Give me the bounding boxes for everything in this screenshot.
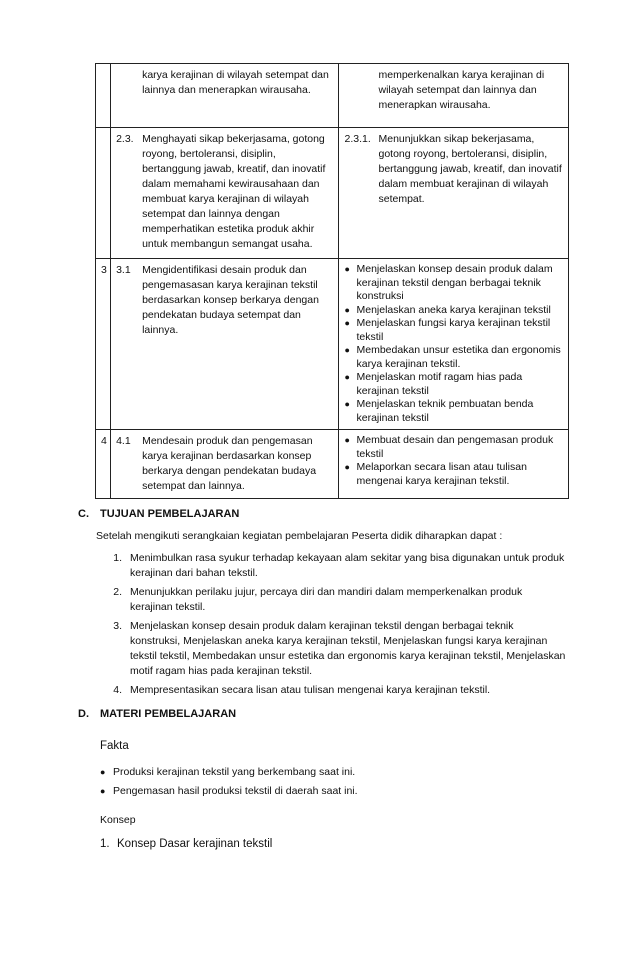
konsep-text: Konsep Dasar kerajinan tekstil <box>117 838 273 850</box>
bullet-icon: ● <box>344 462 350 472</box>
list-item <box>96 551 566 581</box>
list-item <box>344 461 563 488</box>
konsep-label: Konsep <box>100 814 136 826</box>
fakta-label: Fakta <box>100 740 129 752</box>
table-cell-kd <box>111 259 339 430</box>
list-number: 1. <box>113 552 122 564</box>
table-cell-indicator <box>339 259 569 430</box>
table-cell-indicator <box>339 430 569 499</box>
list-item <box>344 317 563 344</box>
indicator-text: Menjelaskan motif ragam hias pada kerajinan tekstil <box>356 371 523 397</box>
list-item <box>344 263 563 304</box>
fakta-text: Pengemasan hasil produksi tekstil di daerah saat ini. <box>113 785 358 797</box>
list-item <box>344 304 563 318</box>
section-intro: Setelah mengikuti serangkaian kegiatan pembelajaran Peserta didik diharapkan dapat : <box>96 530 503 542</box>
kd-text: Menghayati sikap bekerjasama, gotong royong, bertoleransi, disiplin, bertanggung jawab, kreatif, dan inovatif dalam memahami kewirausahaan dan membuat karya kerajinan di wilayah setempat dan lainnya dengan memperhatikan estetika produk akhir untuk membangun semangat usaha. <box>142 133 326 250</box>
list-number: 3. <box>113 620 122 632</box>
list-item <box>344 344 563 371</box>
goal-text: Menunjukkan perilaku jujur, percaya diri dan mandiri dalam memperkenalkan produk kerajinan tekstil. <box>130 586 523 613</box>
kd-indicator-table <box>95 63 569 499</box>
indicator-text: Menjelaskan aneka karya kerajinan tekstil <box>356 303 551 316</box>
konsep-item <box>100 838 272 850</box>
table-row <box>96 128 569 259</box>
bullet-icon: ● <box>344 304 350 315</box>
list-item <box>344 398 563 425</box>
section-heading <box>78 508 239 520</box>
bullet-icon: ● <box>100 786 106 796</box>
kd-text: Mendesain produk dan pengemasan karya kerajinan berdasarkan konsep berkarya dengan pendekatan budaya setempat dan lainnya. <box>142 435 317 492</box>
kd-text: karya kerajinan di wilayah setempat dan lainnya dan menerapkan wirausaha. <box>142 69 329 96</box>
list-item <box>100 784 560 799</box>
kd-text: Mengidentifikasi desain produk dan pengemasasan karya kerajinan tekstil berdasarkan konsep berkarya dengan pendekatan budaya setempat dan lainnya. <box>142 264 319 336</box>
list-item <box>344 434 563 461</box>
indicator-text: Membedakan unsur estetika dan ergonomis karya kerajinan tekstil. <box>356 344 561 370</box>
bullet-icon: ● <box>100 767 106 777</box>
list-item <box>96 585 566 615</box>
learning-goals-list <box>96 551 566 702</box>
table-cell-no <box>96 128 111 259</box>
indicator-text: Menjelaskan konsep desain produk dalam kerajinan tekstil dengan berbagai teknik konstruksi <box>356 263 553 302</box>
indicator-list <box>344 263 563 425</box>
indicator-text: Menjelaskan fungsi karya kerajinan tekstil tekstil <box>356 317 551 343</box>
table-cell-indicator <box>339 64 569 128</box>
indicator-text: Menunjukkan sikap bekerjasama, gotong royong, bertoleransi, disiplin, bertanggung jawab, kreatif, dan inovatif dalam membuat kerajinan di wilayah setempat. <box>378 133 562 205</box>
table-cell-indicator <box>339 128 569 259</box>
table-row <box>96 430 569 499</box>
fakta-list <box>100 765 560 803</box>
table-cell-kd <box>111 128 339 259</box>
indicator-text: memperkenalkan karya kerajinan di wilayah setempat dan lainnya dan menerapkan wirausaha. <box>378 69 545 111</box>
bullet-icon: ● <box>344 399 350 409</box>
kd-code: 2.3. <box>116 133 134 145</box>
section-letter: C. <box>78 508 89 520</box>
section-letter: D. <box>78 708 89 720</box>
kd-code: 4.1 <box>116 435 131 447</box>
indicator-code: 2.3.1. <box>344 133 371 145</box>
list-number: 4. <box>113 684 122 696</box>
goal-text: Mempresentasikan secara lisan atau tulisan mengenai karya kerajinan tekstil. <box>130 684 491 696</box>
indicator-text: Menjelaskan teknik pembuatan benda kerajinan tekstil <box>356 398 534 424</box>
kd-code: 3.1 <box>116 264 131 276</box>
list-item <box>100 765 560 780</box>
indicator-list <box>344 434 563 488</box>
bullet-icon: ● <box>344 372 350 382</box>
indicator-code <box>344 68 378 113</box>
list-item <box>96 683 566 698</box>
bullet-icon: ● <box>344 435 350 445</box>
table-cell-no <box>96 64 111 128</box>
goal-text: Menjelaskan konsep desain produk dalam kerajinan tekstil dengan berbagai teknik konstruksi, Menjelaskan aneka karya kerajinan tekstil, Menjelaskan fungsi karya kerajinan tekstil tekstil, Membedakan unsur estetika dan ergonomis karya kerajinan tekstil, Menjelaskan motif ragam hias pada kerajinan tekstil. <box>130 620 566 677</box>
table-cell-kd <box>111 64 339 128</box>
table-cell-kd <box>111 430 339 499</box>
list-item <box>96 619 566 679</box>
bullet-icon: ● <box>344 264 350 274</box>
table-row <box>96 259 569 430</box>
kd-code <box>116 68 142 98</box>
table-cell-no: 3 <box>96 259 111 430</box>
list-number: 2. <box>113 586 122 598</box>
table-cell-no: 4 <box>96 430 111 499</box>
section-title: TUJUAN PEMBELAJARAN <box>100 508 240 520</box>
table-row <box>96 64 569 128</box>
section-title: MATERI PEMBELAJARAN <box>100 708 237 720</box>
bullet-icon: ● <box>344 345 350 355</box>
section-heading <box>78 708 236 720</box>
goal-text: Menimbulkan rasa syukur terhadap kekayaan alam sekitar yang bisa digunakan untuk produk kerajinan dari bahan tekstil. <box>130 552 565 579</box>
fakta-text: Produksi kerajinan tekstil yang berkembang saat ini. <box>113 766 356 778</box>
indicator-text: Membuat desain dan pengemasan produk tekstil <box>356 434 554 460</box>
list-number: 1. <box>100 838 110 850</box>
list-item <box>344 371 563 398</box>
indicator-text: Melaporkan secara lisan atau tulisan mengenai karya kerajinan tekstil. <box>356 461 527 487</box>
bullet-icon: ● <box>344 318 350 328</box>
